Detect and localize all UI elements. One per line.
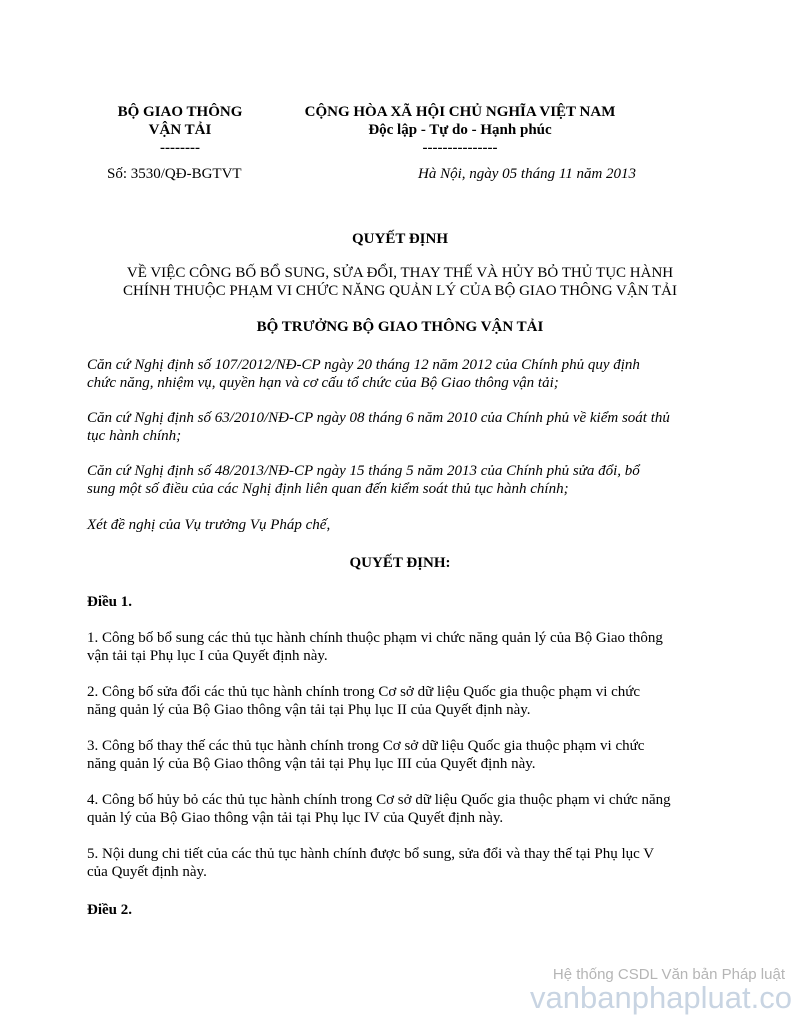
paragraph-line: sung một số điều của các Nghị định liên quan đến kiểm soát thủ tục hành chính;	[87, 481, 569, 497]
ministry-name-line2: VẬN TẢI	[148, 122, 212, 138]
article-1-heading: Điều 1.	[87, 594, 132, 610]
place-and-date: Hà Nội, ngày 05 tháng 11 năm 2013	[418, 166, 637, 182]
paragraph-line: 2. Công bố sửa đổi các thủ tục hành chính trong Cơ sở dữ liệu Quốc gia thuộc phạm vi chức	[87, 684, 641, 700]
motto-rule: ---------------	[422, 140, 498, 156]
paragraph-line: Căn cứ Nghị định số 63/2010/NĐ-CP ngày 08 tháng 6 năm 2010 của Chính phủ về kiểm soát thủ	[87, 410, 670, 426]
paragraph-line: năng quản lý của Bộ Giao thông vận tải tại Phụ lục III của Quyết định này.	[87, 756, 536, 772]
issuing-authority: BỘ TRƯỞNG BỘ GIAO THÔNG VẬN TẢI	[256, 319, 544, 335]
document-subject	[60, 264, 740, 300]
clause-paragraph	[87, 629, 727, 665]
clause-paragraph	[87, 683, 727, 719]
paragraph-line: của Quyết định này.	[87, 864, 207, 880]
paragraph-line: vận tải tại Phụ lục I của Quyết định này.	[87, 648, 328, 664]
decision-title: QUYẾT ĐỊNH:	[349, 555, 451, 571]
paragraph-line: quản lý của Bộ Giao thông vận tải tại Phụ lục IV của Quyết định này.	[87, 810, 504, 826]
document-number: Số: 3530/QĐ-BGTVT	[107, 166, 242, 182]
document-type-title: QUYẾT ĐỊNH	[352, 231, 448, 247]
watermark-domain: vanbanphapluat.co	[530, 980, 793, 1015]
clause-paragraph	[87, 791, 727, 827]
ministry-rule: --------	[160, 140, 200, 156]
paragraph-line: 1. Công bố bổ sung các thủ tục hành chính thuộc phạm vi chức năng quản lý của Bộ Giao thông	[87, 630, 663, 646]
legal-basis-paragraph	[87, 409, 727, 445]
legal-basis-paragraph	[87, 356, 727, 392]
paragraph-line: 5. Nội dung chi tiết của các thủ tục hành chính được bổ sung, sửa đổi và thay thế tại Phụ lục V	[87, 846, 655, 862]
national-motto: Độc lập - Tự do - Hạnh phúc	[368, 122, 552, 138]
paragraph-line: 4. Công bố hủy bỏ các thủ tục hành chính trong Cơ sở dữ liệu Quốc gia thuộc phạm vi chức năng	[87, 792, 671, 808]
proposal-line: Xét đề nghị của Vụ trưởng Vụ Pháp chế,	[87, 517, 331, 533]
paragraph-line: chức năng, nhiệm vụ, quyền hạn và cơ cấu tổ chức của Bộ Giao thông vận tải;	[87, 375, 559, 391]
clause-paragraph	[87, 845, 727, 881]
watermark-caption: Hệ thống CSDL Văn bản Pháp luật	[552, 966, 785, 983]
republic-name: CỘNG HÒA XÃ HỘI CHỦ NGHĨA VIỆT NAM	[304, 104, 616, 120]
paragraph-line: tục hành chính;	[87, 428, 182, 444]
subject-line: CHÍNH THUỘC PHẠM VI CHỨC NĂNG QUẢN LÝ CỦA BỘ GIAO THÔNG VẬN TẢI	[122, 283, 678, 299]
paragraph-line: Căn cứ Nghị định số 48/2013/NĐ-CP ngày 15 tháng 5 năm 2013 của Chính phủ sửa đổi, bổ	[87, 463, 640, 479]
clause-paragraph	[87, 737, 727, 773]
paragraph-line: 3. Công bố thay thế các thủ tục hành chính trong Cơ sở dữ liệu Quốc gia thuộc phạm vi chức	[87, 738, 645, 754]
republic-header	[285, 103, 635, 157]
paragraph-line: Căn cứ Nghị định số 107/2012/NĐ-CP ngày 20 tháng 12 năm 2012 của Chính phủ quy định	[87, 357, 640, 373]
ministry-name-line1: BỘ GIAO THÔNG	[117, 104, 243, 120]
paragraph-line: năng quản lý của Bộ Giao thông vận tải tại Phụ lục II của Quyết định này.	[87, 702, 531, 718]
legal-basis-paragraph	[87, 462, 727, 498]
subject-line: VỀ VIỆC CÔNG BỐ BỔ SUNG, SỬA ĐỔI, THAY THẾ VÀ HỦY BỎ THỦ TỤC HÀNH	[126, 265, 674, 281]
ministry-header	[95, 103, 265, 157]
article-2-heading: Điều 2.	[87, 902, 132, 918]
